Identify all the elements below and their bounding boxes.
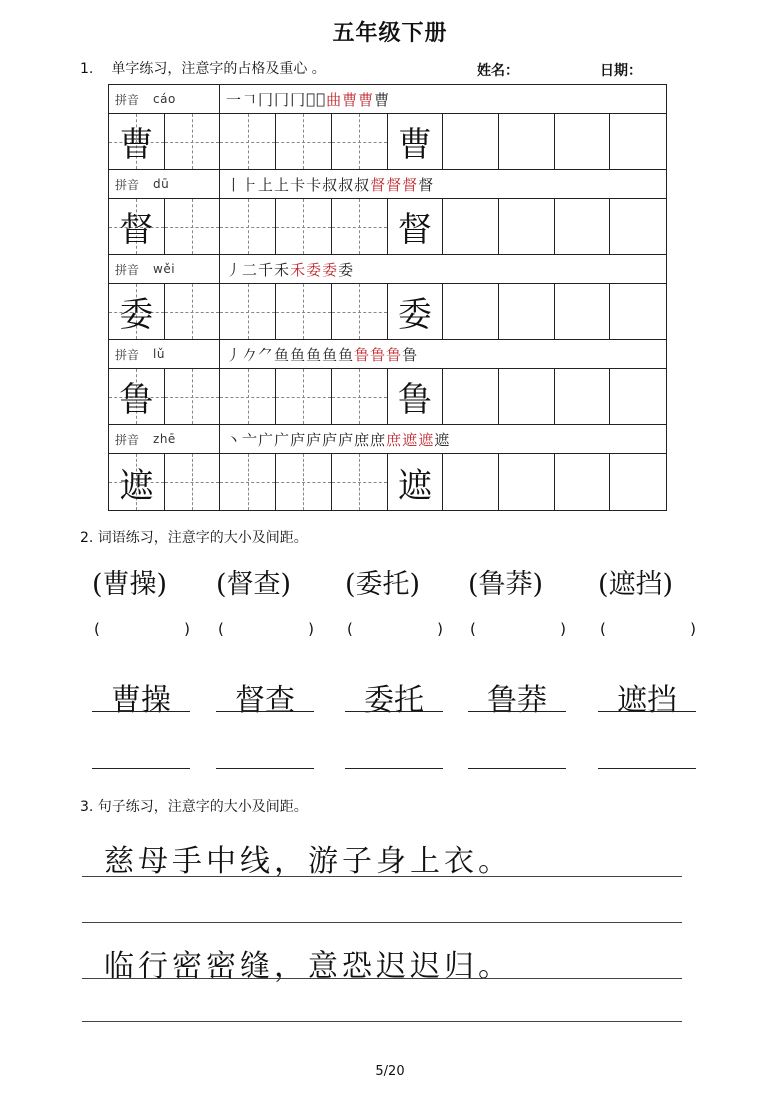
pinyin-blank[interactable] (94, 620, 190, 638)
stroke-step: 一 (226, 90, 242, 109)
paren-close: ) (560, 620, 566, 638)
practice-cell[interactable] (499, 114, 555, 169)
practice-cell[interactable] (443, 454, 499, 510)
writing-line (82, 1021, 682, 1022)
word-with-parens (598, 562, 673, 601)
stroke-step: 庶 (354, 430, 370, 449)
page-number: 5/20 (375, 1064, 405, 1079)
stroke-step: ⺈ (258, 345, 274, 364)
practice-cell[interactable] (555, 114, 611, 169)
stroke-step: 遮 (402, 430, 418, 449)
stroke-step: 鱼 (274, 345, 290, 364)
practice-cell[interactable] (610, 284, 666, 339)
paren-close: ) (280, 569, 292, 600)
practice-cell[interactable] (499, 284, 555, 339)
stroke-step: 广 (258, 430, 274, 449)
word-writing-line[interactable] (92, 768, 190, 769)
practice-cell[interactable] (332, 114, 388, 169)
practice-cell[interactable] (555, 454, 611, 510)
practice-cell[interactable] (499, 369, 555, 424)
stroke-step: 委 (322, 260, 338, 279)
practice-cell[interactable] (276, 114, 332, 169)
paren-close: ) (409, 569, 421, 600)
word-writing-line[interactable] (468, 768, 566, 769)
pinyin-row (109, 425, 666, 454)
practice-cell[interactable] (220, 199, 276, 254)
stroke-step: 庐 (306, 430, 322, 449)
stroke-step: 委 (306, 260, 322, 279)
writing-line (82, 876, 682, 877)
character-cell[interactable] (388, 454, 444, 510)
pinyin-row (109, 340, 666, 369)
paren-open: ( (598, 569, 609, 600)
stroke-order (220, 170, 666, 198)
word-text: 遮挡 (608, 569, 663, 600)
pinyin-label (109, 340, 220, 368)
trace-character: 委 (397, 295, 432, 335)
stroke-step: 庶 (370, 430, 386, 449)
pinyin-text: lǔ (153, 347, 165, 361)
section2-instruction: 2. 词语练习，注意字的大小及间距。 (80, 530, 308, 546)
paren-close: ) (690, 620, 696, 638)
stroke-step: 丿 (226, 345, 242, 364)
stroke-step: 曲 (326, 90, 342, 109)
practice-cell[interactable] (499, 199, 555, 254)
practice-cell[interactable] (220, 284, 276, 339)
stroke-step: 𫝀 (316, 90, 326, 108)
paren-close: ) (437, 620, 443, 638)
sentence-2: 临行密密缝，意恐迟迟归。 (104, 949, 512, 984)
stroke-order (220, 85, 666, 113)
trace-word: 遮挡 (617, 683, 677, 718)
stroke-step: 冂 (290, 90, 306, 109)
paren-close: ) (308, 620, 314, 638)
stroke-order (220, 340, 666, 368)
word-underline (92, 711, 190, 712)
stroke-step: 禾 (274, 260, 290, 279)
pinyin-row (109, 170, 666, 199)
stroke-step: 叔 (338, 175, 354, 194)
paren-open: ( (347, 620, 353, 638)
stroke-step: 𠃍 (242, 90, 258, 109)
word-underline (598, 711, 696, 712)
pinyin-label (109, 85, 220, 113)
name-label: 姓名： (477, 63, 519, 79)
stroke-step: 督 (418, 175, 434, 194)
word-with-parens (345, 562, 420, 601)
stroke-step: 广 (274, 430, 290, 449)
stroke-step: 曹 (358, 90, 374, 109)
pinyin-blank[interactable] (347, 620, 443, 638)
practice-cell[interactable] (220, 454, 276, 510)
word-underline (468, 711, 566, 712)
word-with-parens (92, 562, 167, 601)
stroke-step: 鱼 (290, 345, 306, 364)
character-cell[interactable] (388, 114, 444, 169)
paren-open: ( (218, 620, 224, 638)
pinyin-prefix: 拼音 (115, 432, 140, 447)
trace-character: 遮 (397, 465, 432, 506)
word-with-parens (216, 562, 291, 601)
word-with-parens (468, 562, 543, 601)
practice-cell[interactable] (555, 284, 611, 339)
stroke-step: 曹 (342, 90, 358, 109)
stroke-step: 亠 (242, 430, 258, 449)
pinyin-prefix: 拼音 (115, 177, 140, 192)
practice-cell[interactable] (610, 114, 666, 169)
stroke-step: 鲁 (386, 345, 402, 364)
stroke-step: 丿 (226, 260, 242, 279)
practice-cell[interactable] (165, 199, 221, 254)
trace-word: 鲁莽 (487, 683, 547, 718)
trace-character: 鲁 (397, 380, 432, 420)
writing-line (82, 922, 682, 923)
stroke-step: 千 (258, 260, 274, 279)
word-writing-line[interactable] (345, 768, 443, 769)
word-text: 曹操 (102, 569, 157, 600)
character-row (109, 369, 666, 425)
character-cell[interactable] (388, 369, 444, 424)
practice-cell[interactable] (276, 284, 332, 339)
section1-instruction (80, 58, 326, 78)
stroke-step: 𫝀 (306, 90, 316, 108)
practice-cell[interactable] (443, 284, 499, 339)
stroke-step: 鲁 (370, 345, 386, 364)
stroke-step: 庶 (386, 430, 402, 449)
paren-close: ) (156, 569, 168, 600)
pinyin-label (109, 425, 220, 453)
character-row (109, 199, 666, 255)
practice-cell[interactable] (165, 284, 221, 339)
pinyin-prefix: 拼音 (115, 347, 140, 362)
stroke-order (220, 425, 666, 453)
practice-cell[interactable] (332, 369, 388, 424)
practice-cell[interactable] (332, 454, 388, 510)
word-writing-line[interactable] (216, 768, 314, 769)
practice-cell[interactable] (276, 454, 332, 510)
stroke-step: 丶 (226, 430, 242, 449)
stroke-step: 督 (402, 175, 418, 194)
stroke-step: 遮 (434, 430, 450, 449)
word-underline (216, 711, 314, 712)
practice-cell[interactable] (610, 369, 666, 424)
practice-cell[interactable] (220, 114, 276, 169)
pinyin-row (109, 255, 666, 284)
practice-cell[interactable] (220, 369, 276, 424)
stroke-step: 鱼 (322, 345, 338, 364)
practice-cell[interactable] (165, 114, 221, 169)
pinyin-prefix: 拼音 (115, 92, 140, 107)
stroke-step: 禾 (290, 260, 306, 279)
character-cell[interactable] (388, 199, 444, 254)
stroke-step: ⺊ (242, 175, 258, 194)
model-character: 督 (119, 210, 154, 250)
pinyin-label (109, 170, 220, 198)
stroke-step: 鱼 (338, 345, 354, 364)
practice-cell[interactable] (443, 369, 499, 424)
paren-close: ) (532, 569, 544, 600)
character-cell[interactable] (109, 369, 165, 424)
character-cell[interactable] (109, 454, 165, 510)
stroke-step: 督 (386, 175, 402, 194)
stroke-step: 鲁 (402, 345, 418, 364)
character-row (109, 284, 666, 340)
word-text: 督查 (226, 569, 281, 600)
stroke-order (220, 255, 666, 283)
model-character: 鲁 (119, 380, 154, 420)
practice-cell[interactable] (276, 369, 332, 424)
stroke-step: 二 (242, 260, 258, 279)
word-writing-line[interactable] (598, 768, 696, 769)
character-cell[interactable] (109, 114, 165, 169)
section1-number: 1. (80, 61, 94, 77)
stroke-step: 丨 (226, 175, 242, 194)
pinyin-text: dū (153, 177, 170, 191)
stroke-step: 委 (338, 260, 354, 279)
trace-word: 督查 (235, 683, 295, 718)
paren-open: ( (216, 569, 227, 600)
trace-character: 曹 (397, 125, 432, 165)
sentence-1: 慈母手中线，游子身上衣。 (104, 844, 512, 879)
pinyin-label (109, 255, 220, 283)
stroke-step: 鱼 (306, 345, 322, 364)
paren-open: ( (345, 569, 356, 600)
word-underline (345, 711, 443, 712)
practice-cell[interactable] (165, 369, 221, 424)
practice-cell[interactable] (610, 199, 666, 254)
stroke-step: 督 (370, 175, 386, 194)
practice-cell[interactable] (443, 199, 499, 254)
trace-word: 委托 (364, 683, 424, 718)
stroke-step: 卡 (306, 175, 322, 194)
trace-word: 曹操 (111, 683, 171, 718)
pinyin-prefix: 拼音 (115, 262, 140, 277)
trace-character: 督 (397, 210, 432, 250)
practice-cell[interactable] (276, 199, 332, 254)
stroke-step: 鲁 (354, 345, 370, 364)
word-text: 委托 (355, 569, 410, 600)
pinyin-blank[interactable] (218, 620, 314, 638)
writing-line (82, 978, 682, 979)
practice-cell[interactable] (165, 454, 221, 510)
date-label: 日期： (600, 63, 642, 79)
pinyin-text: wěi (153, 262, 176, 276)
model-character: 委 (119, 295, 154, 335)
paren-open: ( (600, 620, 606, 638)
paren-open: ( (470, 620, 476, 638)
stroke-step: 𠂊 (242, 345, 258, 364)
section1-text: 单字练习，注意字的占格及重心 。 (111, 61, 326, 77)
character-cell[interactable] (109, 284, 165, 339)
stroke-step: 叔 (354, 175, 370, 194)
paren-open: ( (468, 569, 479, 600)
pinyin-text: cáo (153, 92, 176, 106)
character-cell[interactable] (109, 199, 165, 254)
pinyin-text: zhē (153, 432, 176, 446)
stroke-step: 遮 (418, 430, 434, 449)
stroke-step: 叔 (322, 175, 338, 194)
paren-close: ) (184, 620, 190, 638)
character-cell[interactable] (388, 284, 444, 339)
practice-cell[interactable] (332, 199, 388, 254)
paren-open: ( (92, 569, 103, 600)
practice-cell[interactable] (555, 369, 611, 424)
stroke-step: 上 (258, 175, 274, 194)
pinyin-blank[interactable] (470, 620, 566, 638)
stroke-step: 庐 (322, 430, 338, 449)
character-row (109, 114, 666, 170)
practice-cell[interactable] (443, 114, 499, 169)
model-character: 曹 (119, 125, 154, 165)
practice-cell[interactable] (499, 454, 555, 510)
stroke-step: 卡 (290, 175, 306, 194)
stroke-step: 上 (274, 175, 290, 194)
practice-cell[interactable] (555, 199, 611, 254)
stroke-step: 庐 (338, 430, 354, 449)
section3-instruction: 3. 句子练习，注意字的大小及间距。 (80, 799, 308, 815)
pinyin-blank[interactable] (600, 620, 696, 638)
page-title: 五年级下册 (332, 21, 448, 46)
paren-close: ) (662, 569, 674, 600)
stroke-step: 冂 (258, 90, 274, 109)
pinyin-row (109, 85, 666, 114)
stroke-step: 曹 (374, 90, 390, 109)
word-text: 鲁莽 (478, 569, 533, 600)
stroke-step: 庐 (290, 430, 306, 449)
character-practice-table (108, 84, 667, 511)
character-row (109, 454, 666, 510)
paren-open: ( (94, 620, 100, 638)
practice-cell[interactable] (610, 454, 666, 510)
practice-cell[interactable] (332, 284, 388, 339)
model-character: 遮 (119, 465, 154, 506)
stroke-step: 冂 (274, 90, 290, 109)
